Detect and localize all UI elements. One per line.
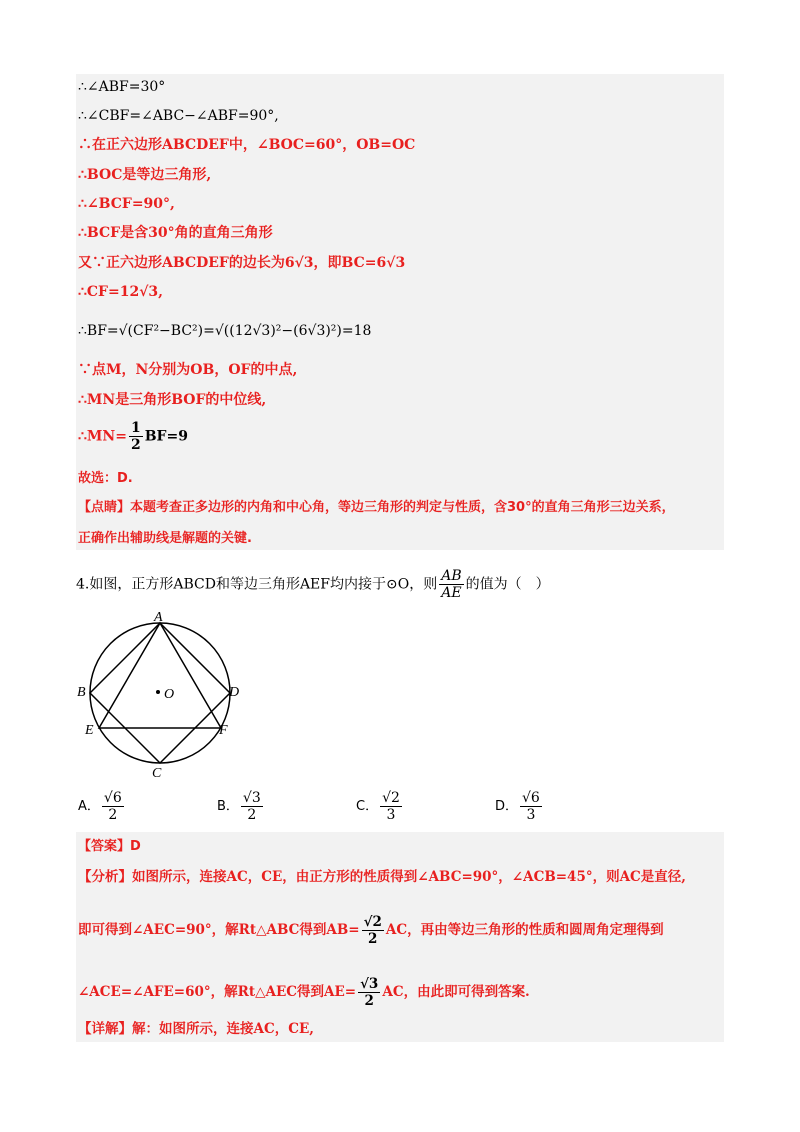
- half-numerator: 1: [130, 420, 141, 436]
- ab-numerator: AB: [441, 568, 462, 584]
- solution-line-5: ∴∠BCF=90°,: [78, 196, 175, 212]
- option-a-value: [102, 790, 124, 823]
- solution-line-1: ∴∠ABF=30°: [78, 79, 166, 95]
- analysis-line-1: 【分析】如图所示，连接AC，CE，由正方形的性质得到∠ABC=90°，∠ACB=45°，则AC是直径,: [78, 869, 687, 885]
- option-b-den: 2: [247, 807, 257, 823]
- answer-line: 【答案】D: [78, 839, 141, 854]
- detail-line: 【详解】解：如图所示，连接AC，CE,: [78, 1021, 314, 1037]
- sqrt3-den: 2: [364, 993, 374, 1009]
- solution-line-6: ∴BCF是含30°角的直角三角形: [78, 225, 273, 241]
- solution-line-9: ∴BF=√(CF²−BC²)=√((12√3)²−(6√3)²)=18: [78, 323, 372, 339]
- geometry-figure: [72, 610, 272, 785]
- analysis-3-prefix: ∠ACE=∠AFE=60°，解Rt△AEC得到AE=: [78, 984, 357, 1000]
- option-c-label: C．: [356, 799, 379, 814]
- solution-line-2: ∴∠CBF=∠ABC−∠ABF=90°,: [78, 108, 279, 124]
- circle-o: [90, 623, 230, 763]
- question-4: [76, 568, 550, 601]
- option-a-label: A．: [78, 799, 100, 814]
- mn-suffix: BF=9: [144, 428, 188, 445]
- option-d-num: √6: [522, 790, 540, 806]
- label-c: C: [152, 766, 162, 781]
- option-b[interactable]: [217, 790, 265, 823]
- option-c-num: √2: [382, 790, 400, 806]
- option-d[interactable]: [495, 790, 544, 823]
- label-e: E: [85, 723, 94, 738]
- analysis-line-3: [78, 976, 530, 1009]
- label-f: F: [219, 723, 228, 738]
- option-d-value: [520, 790, 542, 823]
- ae-denominator: AE: [441, 585, 462, 601]
- option-b-num: √3: [242, 790, 261, 806]
- option-b-value: [241, 790, 263, 823]
- label-a: A: [154, 610, 163, 625]
- solution-line-13: 故选：D.: [78, 471, 133, 486]
- analysis-2-prefix: 即可得到∠AEC=90°，解Rt△ABC得到AB=: [78, 922, 360, 938]
- option-a-num: √6: [103, 790, 122, 806]
- label-o: O: [164, 687, 175, 702]
- sqrt3-num: √3: [360, 976, 379, 992]
- key-point-line-1: 【点睛】本题考查正多边形的内角和中心角，等边三角形的判定与性质，含30°的直角三角形三边关系，: [78, 500, 675, 515]
- label-b: B: [77, 685, 86, 700]
- question-text: 4.如图，正方形ABCD和等边三角形AEF均内接于⊙O，则: [76, 576, 438, 593]
- solution-line-7: 又∵正六边形ABCDEF的边长为6√3，即BC=6√3: [78, 255, 406, 271]
- option-d-label: D．: [495, 799, 519, 814]
- triangle-aef: [99, 623, 221, 728]
- solution-line-10: ∵点M，N分别为OB，OF的中点,: [78, 362, 298, 378]
- option-c-den: 3: [386, 807, 396, 823]
- solution-line-3: ∴在正六边形ABCDEF中，∠BOC=60°，OB=OC: [78, 137, 416, 153]
- center-dot: [156, 690, 160, 694]
- analysis-2-suffix: AC，再由等边三角形的性质和圆周角定理得到: [385, 922, 664, 938]
- ab-over-ae: [439, 568, 463, 601]
- question-suffix: 的值为（ ）: [465, 576, 550, 593]
- sqrt2-over-2: [362, 914, 384, 947]
- label-d: D: [229, 685, 240, 700]
- solution-line-11: ∴MN是三角形BOF的中位线,: [78, 392, 267, 408]
- option-c[interactable]: [356, 790, 404, 823]
- key-point-line-2: 正确作出辅助线是解题的关键.: [78, 531, 252, 546]
- analysis-3-suffix: AC，由此即可得到答案.: [382, 984, 530, 1000]
- analysis-line-2: [78, 914, 664, 947]
- option-a[interactable]: [78, 790, 126, 823]
- option-a-den: 2: [108, 807, 118, 823]
- solution-line-4: ∴BOC是等边三角形,: [78, 167, 212, 183]
- solution-line-12: [78, 420, 188, 453]
- option-c-value: [380, 790, 402, 823]
- option-d-den: 3: [526, 807, 536, 823]
- sqrt3-over-2: [358, 976, 380, 1009]
- sqrt2-den: 2: [368, 931, 378, 947]
- sqrt2-num: √2: [363, 914, 382, 930]
- mn-prefix: ∴MN=: [78, 428, 127, 445]
- half-denominator: 2: [130, 437, 141, 453]
- solution-line-8: ∴CF=12√3,: [78, 284, 164, 300]
- half-fraction: [129, 420, 143, 453]
- option-b-label: B．: [217, 799, 239, 814]
